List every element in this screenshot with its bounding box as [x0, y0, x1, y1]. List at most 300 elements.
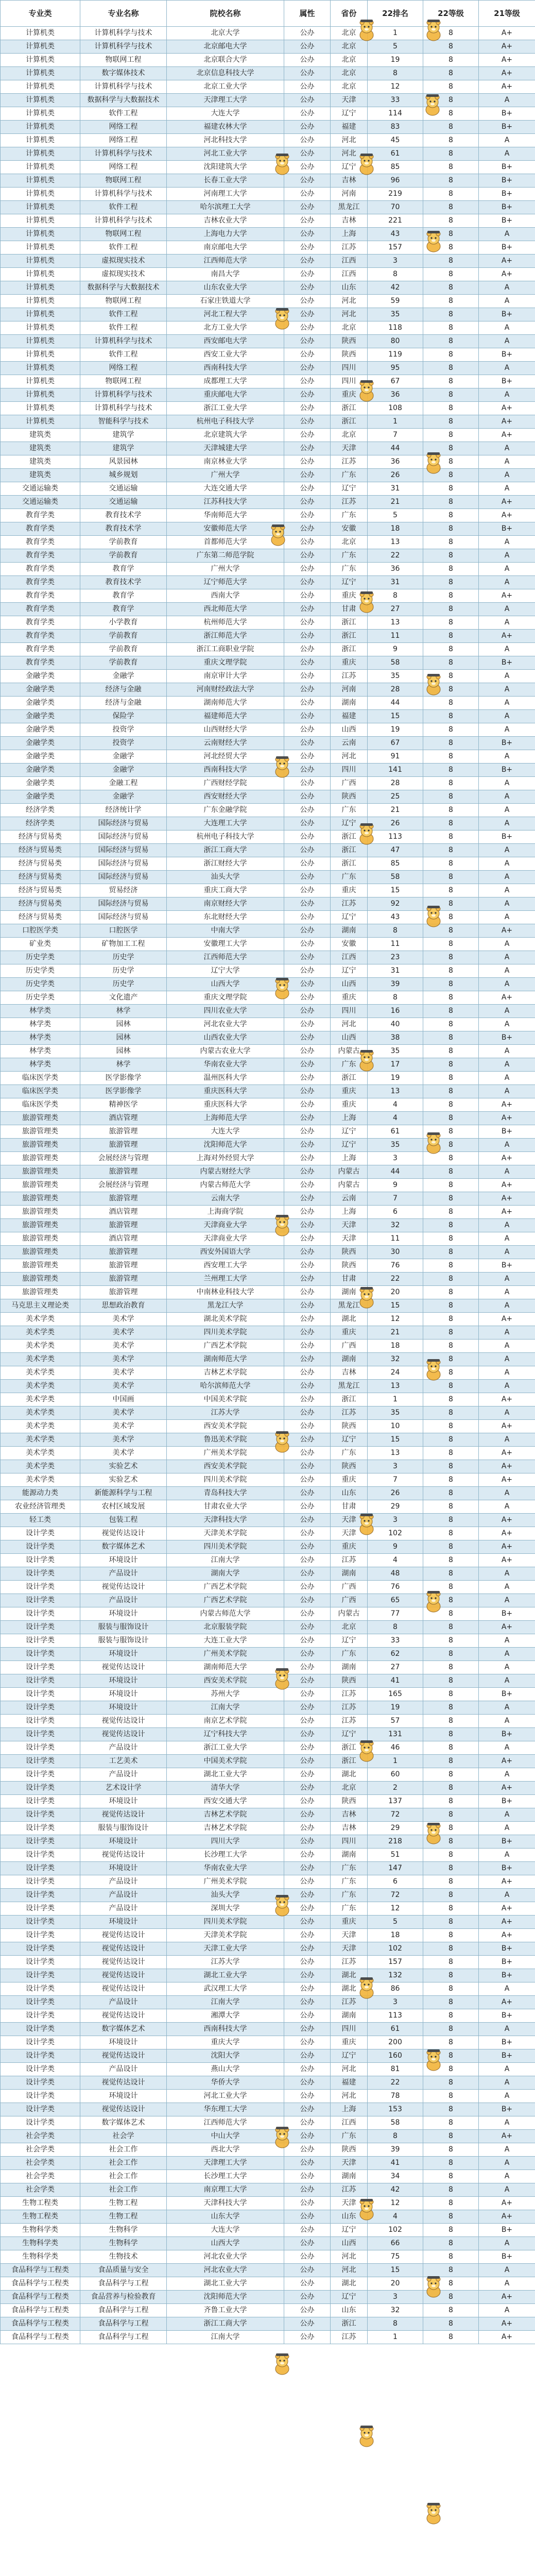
cell-attribute: 公办 [284, 1420, 331, 1433]
cell-province: 河北 [331, 2063, 368, 2076]
cell-rank-22: 8 [368, 924, 423, 938]
cell-school-name: 四川美术学院 [167, 1916, 284, 1929]
cell-major-name: 生物工程 [80, 2210, 167, 2224]
cell-major-name: 环境设计 [80, 1674, 167, 1688]
cell-rank-22: 22 [368, 1273, 423, 1286]
cell-province: 辽宁 [331, 107, 368, 121]
cell-province: 天津 [331, 1232, 368, 1246]
cell-school-name: 内蒙古财经大学 [167, 1165, 284, 1179]
table-row [1, 1380, 535, 1393]
cell-grade-22: 8 [423, 1674, 479, 1688]
cell-major-name: 环境设计 [80, 1795, 167, 1808]
cell-major-category: 经济与贸易类 [1, 831, 80, 844]
cell-grade-22: 8 [423, 161, 479, 174]
table-row [1, 375, 535, 388]
cell-grade-21: A [479, 1165, 535, 1179]
cell-major-name: 国际经济与贸易 [80, 871, 167, 884]
cell-grade-22: 8 [423, 2291, 479, 2304]
cell-major-category: 计算机类 [1, 40, 80, 54]
cell-major-name: 生物科学 [80, 2224, 167, 2237]
cell-province: 吉林 [331, 1366, 368, 1380]
table-row [1, 924, 535, 938]
cell-rank-22: 96 [368, 174, 423, 188]
cell-school-name: 湖北工业大学 [167, 2277, 284, 2291]
cell-major-category: 计算机类 [1, 121, 80, 134]
cell-grade-22: 8 [423, 281, 479, 295]
cell-province: 浙江 [331, 616, 368, 630]
cell-attribute: 公办 [284, 54, 331, 67]
cell-attribute: 公办 [284, 938, 331, 951]
cell-province: 湖北 [331, 1982, 368, 1996]
table-row [1, 549, 535, 563]
cell-school-name: 杭州电子科技大学 [167, 415, 284, 429]
cell-attribute: 公办 [284, 723, 331, 737]
cell-major-category: 金融学类 [1, 670, 80, 683]
table-row [1, 482, 535, 496]
cell-major-name: 小学教育 [80, 616, 167, 630]
table-row [1, 281, 535, 295]
cell-grade-21: A [479, 804, 535, 817]
cell-rank-22: 33 [368, 94, 423, 107]
cell-grade-21: A [479, 362, 535, 375]
cell-grade-22: 8 [423, 94, 479, 107]
cell-grade-22: 8 [423, 1782, 479, 1795]
table-row [1, 1018, 535, 1031]
cell-major-category: 计算机类 [1, 228, 80, 241]
cell-rank-22: 7 [368, 1473, 423, 1487]
cell-major-category: 设计学类 [1, 1902, 80, 1916]
cell-attribute: 公办 [284, 214, 331, 228]
cell-major-category: 旅游管理类 [1, 1286, 80, 1299]
cell-school-name: 成都理工大学 [167, 375, 284, 388]
cell-rank-22: 45 [368, 134, 423, 147]
cell-attribute: 公办 [284, 911, 331, 924]
cell-major-name: 服装与服饰设计 [80, 1634, 167, 1648]
cell-province: 江苏 [331, 455, 368, 469]
cell-school-name: 山西农业大学 [167, 1031, 284, 1045]
table-row [1, 656, 535, 670]
cell-rank-22: 36 [368, 455, 423, 469]
table-row [1, 1299, 535, 1313]
cell-major-category: 设计学类 [1, 1594, 80, 1607]
cell-grade-21: A [479, 2023, 535, 2036]
cell-province: 北京 [331, 67, 368, 80]
cell-rank-22: 12 [368, 1902, 423, 1916]
cell-rank-22: 29 [368, 1500, 423, 1514]
cell-school-name: 吉林艺术学院 [167, 1366, 284, 1380]
cell-grade-22: 8 [423, 1929, 479, 1942]
cell-province: 湖南 [331, 1353, 368, 1366]
cell-grade-22: 8 [423, 683, 479, 697]
cell-attribute: 公办 [284, 589, 331, 603]
cell-attribute: 公办 [284, 1661, 331, 1674]
cell-attribute: 公办 [284, 1152, 331, 1165]
cell-grade-21: A+ [479, 1902, 535, 1916]
cell-attribute: 公办 [284, 1433, 331, 1447]
table-row [1, 469, 535, 482]
cell-major-category: 教育学类 [1, 536, 80, 549]
cell-attribute: 公办 [284, 2103, 331, 2116]
cell-grade-22: 8 [423, 536, 479, 549]
cell-province: 辽宁 [331, 576, 368, 589]
cell-rank-22: 119 [368, 348, 423, 362]
cell-grade-22: 8 [423, 884, 479, 897]
cell-grade-21: A+ [479, 67, 535, 80]
table-row [1, 1112, 535, 1125]
table-row [1, 844, 535, 857]
cell-major-name: 软件工程 [80, 321, 167, 335]
cell-major-category: 设计学类 [1, 1674, 80, 1688]
cell-school-name: 湖南师范大学 [167, 1661, 284, 1674]
cell-major-name: 美术学 [80, 1406, 167, 1420]
cell-major-category: 美术学类 [1, 1473, 80, 1487]
cell-grade-21: A [479, 482, 535, 496]
cell-grade-21: B+ [479, 1607, 535, 1621]
cell-major-category: 设计学类 [1, 1634, 80, 1648]
cell-major-name: 社会学 [80, 2130, 167, 2143]
cell-attribute: 公办 [284, 80, 331, 94]
table-row [1, 1929, 535, 1942]
cell-school-name: 浙江工业大学 [167, 1741, 284, 1755]
cell-rank-22: 157 [368, 241, 423, 255]
cell-major-category: 计算机类 [1, 348, 80, 362]
table-row [1, 857, 535, 871]
cell-attribute: 公办 [284, 1996, 331, 2009]
cell-grade-22: 8 [423, 1648, 479, 1661]
cell-province: 重庆 [331, 1473, 368, 1487]
cell-major-name: 视觉传达设计 [80, 1728, 167, 1741]
cell-grade-21: B+ [479, 522, 535, 536]
cell-province: 江苏 [331, 2183, 368, 2197]
cell-major-name: 会展经济与管理 [80, 1179, 167, 1192]
cell-major-category: 设计学类 [1, 1607, 80, 1621]
cell-grade-22: 8 [423, 2304, 479, 2317]
cell-attribute: 公办 [284, 2197, 331, 2210]
cell-grade-22: 8 [423, 40, 479, 54]
cell-attribute: 公办 [284, 1098, 331, 1112]
cell-major-name: 软件工程 [80, 308, 167, 321]
cell-major-category: 旅游管理类 [1, 1219, 80, 1232]
table-row [1, 1567, 535, 1581]
cell-school-name: 大连大学 [167, 107, 284, 121]
cell-province: 辽宁 [331, 2291, 368, 2304]
cell-school-name: 华侨大学 [167, 2076, 284, 2090]
cell-rank-22: 113 [368, 2009, 423, 2023]
cell-grade-22: 8 [423, 1206, 479, 1219]
cell-major-name: 农村区域发展 [80, 1500, 167, 1514]
cell-grade-21: A [479, 603, 535, 616]
table-row [1, 911, 535, 924]
cell-rank-22: 29 [368, 1822, 423, 1835]
cell-province: 广东 [331, 469, 368, 482]
table-row [1, 1420, 535, 1433]
table-row [1, 1447, 535, 1460]
cell-grade-22: 8 [423, 857, 479, 871]
cell-grade-22: 8 [423, 897, 479, 911]
cell-rank-22: 16 [368, 1005, 423, 1018]
cell-attribute: 公办 [284, 1715, 331, 1728]
cell-grade-21: B+ [479, 201, 535, 214]
table-row [1, 536, 535, 549]
cell-school-name: 大连大学 [167, 2224, 284, 2237]
cell-grade-22: 8 [423, 710, 479, 723]
cell-grade-21: A+ [479, 1996, 535, 2009]
cell-province: 吉林 [331, 1822, 368, 1835]
cell-school-name: 华南农业大学 [167, 1862, 284, 1875]
cell-school-name: 华东理工大学 [167, 2103, 284, 2116]
cell-province: 广东 [331, 1058, 368, 1072]
cell-grade-22: 8 [423, 2224, 479, 2237]
cell-grade-22: 8 [423, 1942, 479, 1956]
cell-major-category: 教育学类 [1, 656, 80, 670]
cell-school-name: 汕头大学 [167, 871, 284, 884]
cell-grade-21: A [479, 2183, 535, 2197]
cell-attribute: 公办 [284, 482, 331, 496]
cell-attribute: 公办 [284, 375, 331, 388]
cell-school-name: 江西师范大学 [167, 255, 284, 268]
cell-grade-22: 8 [423, 804, 479, 817]
cell-province: 湖南 [331, 1286, 368, 1299]
cell-rank-22: 36 [368, 563, 423, 576]
table-row [1, 2023, 535, 2036]
cell-major-category: 美术学类 [1, 1406, 80, 1420]
cell-attribute: 公办 [284, 1232, 331, 1246]
cell-grade-21: A [479, 643, 535, 656]
cell-school-name: 黑龙江大学 [167, 1299, 284, 1313]
cell-province: 辽宁 [331, 2224, 368, 2237]
cell-major-name: 计算机科学与技术 [80, 214, 167, 228]
cell-grade-21: A+ [479, 2197, 535, 2210]
cell-attribute: 公办 [284, 1956, 331, 1969]
cell-major-category: 经济与贸易类 [1, 871, 80, 884]
cell-major-name: 酒店管理 [80, 1206, 167, 1219]
cell-school-name: 辽宁大学 [167, 964, 284, 978]
cell-grade-22: 8 [423, 1835, 479, 1849]
cell-major-category: 社会学类 [1, 2183, 80, 2197]
table-row [1, 1313, 535, 1326]
cell-major-name: 国际经济与贸易 [80, 857, 167, 871]
cell-school-name: 西北大学 [167, 2143, 284, 2157]
cell-attribute: 公办 [284, 1929, 331, 1942]
cell-province: 陕西 [331, 1460, 368, 1473]
table-row [1, 2009, 535, 2023]
cell-province: 辽宁 [331, 482, 368, 496]
cell-grade-21: A [479, 549, 535, 563]
cell-province: 重庆 [331, 884, 368, 897]
cell-school-name: 江苏科技大学 [167, 496, 284, 509]
cell-rank-22: 32 [368, 1219, 423, 1232]
cell-province: 内蒙古 [331, 1179, 368, 1192]
cell-major-name: 产品设计 [80, 1741, 167, 1755]
cell-province: 辽宁 [331, 1433, 368, 1447]
cell-province: 江西 [331, 268, 368, 281]
cell-grade-21: B+ [479, 2250, 535, 2264]
cell-major-name: 计算机科学与技术 [80, 388, 167, 402]
table-row [1, 335, 535, 348]
cell-major-name: 经济与金融 [80, 683, 167, 697]
cell-major-category: 金融学类 [1, 790, 80, 804]
cell-major-category: 美术学类 [1, 1420, 80, 1433]
table-row [1, 1527, 535, 1540]
cell-province: 河北 [331, 2250, 368, 2264]
cell-school-name: 上海商学院 [167, 1206, 284, 1219]
cell-province: 河北 [331, 2264, 368, 2277]
cell-grade-21: A+ [479, 1755, 535, 1768]
cell-grade-21: A [479, 777, 535, 790]
cell-province: 江苏 [331, 1406, 368, 1420]
cell-grade-21: B+ [479, 656, 535, 670]
cell-major-category: 设计学类 [1, 1969, 80, 1982]
cell-rank-22: 75 [368, 2250, 423, 2264]
cell-major-name: 网络工程 [80, 134, 167, 147]
cell-rank-22: 31 [368, 482, 423, 496]
cell-grade-21: A [479, 281, 535, 295]
cell-grade-22: 8 [423, 1112, 479, 1125]
cell-school-name: 北京大学 [167, 27, 284, 40]
cell-major-category: 计算机类 [1, 134, 80, 147]
cell-grade-22: 8 [423, 1473, 479, 1487]
table-row [1, 1393, 535, 1406]
cell-rank-22: 47 [368, 844, 423, 857]
cell-province: 河南 [331, 188, 368, 201]
cell-province: 河北 [331, 295, 368, 308]
cell-grade-21: A [479, 2063, 535, 2076]
cell-attribute: 公办 [284, 522, 331, 536]
table-row [1, 147, 535, 161]
table-row [1, 1165, 535, 1179]
table-row [1, 134, 535, 147]
cell-province: 陕西 [331, 1674, 368, 1688]
cell-attribute: 公办 [284, 697, 331, 710]
cell-attribute: 公办 [284, 1701, 331, 1715]
cell-attribute: 公办 [284, 1902, 331, 1916]
cell-attribute: 公办 [284, 2183, 331, 2197]
cell-grade-21: A [479, 1581, 535, 1594]
cell-major-name: 林学 [80, 1005, 167, 1018]
cell-grade-21: A [479, 2277, 535, 2291]
cell-grade-21: A+ [479, 402, 535, 415]
cell-attribute: 公办 [284, 1219, 331, 1232]
cell-major-name: 物联网工程 [80, 228, 167, 241]
cell-attribute: 公办 [284, 1460, 331, 1473]
cell-major-category: 旅游管理类 [1, 1112, 80, 1125]
cell-school-name: 天津工业大学 [167, 1942, 284, 1956]
table-row [1, 1728, 535, 1741]
cell-grade-21: A [479, 683, 535, 697]
cell-grade-22: 8 [423, 2023, 479, 2036]
table-row [1, 1232, 535, 1246]
cell-grade-21: B+ [479, 1835, 535, 1849]
cell-province: 四川 [331, 1005, 368, 1018]
cell-school-name: 山西大学 [167, 978, 284, 991]
cell-rank-22: 5 [368, 509, 423, 522]
cell-rank-22: 13 [368, 1380, 423, 1393]
cell-province: 江苏 [331, 670, 368, 683]
cell-grade-22: 8 [423, 1219, 479, 1232]
cell-major-category: 历史学类 [1, 964, 80, 978]
cell-rank-22: 18 [368, 1340, 423, 1353]
cell-major-category: 金融学类 [1, 750, 80, 764]
cell-rank-22: 1 [368, 2331, 423, 2344]
cell-school-name: 重庆工商大学 [167, 884, 284, 897]
cell-grade-21: A [479, 670, 535, 683]
cell-grade-21: B+ [479, 1125, 535, 1139]
cell-attribute: 公办 [284, 1406, 331, 1420]
cell-school-name: 中国美术学院 [167, 1755, 284, 1768]
cell-rank-22: 43 [368, 911, 423, 924]
table-row [1, 1460, 535, 1473]
cell-grade-21: A+ [479, 2317, 535, 2331]
cell-major-category: 建筑类 [1, 429, 80, 442]
table-row [1, 415, 535, 429]
cell-grade-22: 8 [423, 1447, 479, 1460]
cell-school-name: 杭州师范大学 [167, 616, 284, 630]
cell-school-name: 广州美术学院 [167, 1648, 284, 1661]
table-row [1, 1956, 535, 1969]
cell-grade-22: 8 [423, 1353, 479, 1366]
cell-grade-22: 8 [423, 442, 479, 455]
cell-school-name: 浙江工商职业学院 [167, 643, 284, 656]
table-row [1, 1674, 535, 1688]
cell-major-name: 视觉传达设计 [80, 2076, 167, 2090]
table-row [1, 2063, 535, 2076]
cell-rank-22: 7 [368, 429, 423, 442]
cell-grade-22: 8 [423, 67, 479, 80]
cell-attribute: 公办 [284, 1206, 331, 1219]
cell-major-name: 旅游管理 [80, 1139, 167, 1152]
cell-school-name: 浙江工业大学 [167, 402, 284, 415]
table-row [1, 576, 535, 589]
cell-rank-22: 21 [368, 496, 423, 509]
cell-rank-22: 11 [368, 938, 423, 951]
cell-grade-22: 8 [423, 496, 479, 509]
cell-major-category: 经济与贸易类 [1, 857, 80, 871]
cell-rank-22: 1 [368, 1755, 423, 1768]
cell-rank-22: 42 [368, 2183, 423, 2197]
cell-school-name: 汕头大学 [167, 1889, 284, 1902]
cell-grade-21: A [479, 295, 535, 308]
cell-major-name: 物联网工程 [80, 295, 167, 308]
cell-major-name: 美术学 [80, 1366, 167, 1380]
cell-rank-22: 13 [368, 1447, 423, 1460]
cell-rank-22: 44 [368, 442, 423, 455]
cell-grade-21: A [479, 2090, 535, 2103]
cell-grade-22: 8 [423, 603, 479, 616]
cell-major-name: 风景园林 [80, 455, 167, 469]
cell-rank-22: 80 [368, 335, 423, 348]
cell-grade-21: B+ [479, 1031, 535, 1045]
cell-grade-22: 8 [423, 214, 479, 228]
cell-attribute: 公办 [284, 429, 331, 442]
cell-major-name: 网络工程 [80, 362, 167, 375]
cell-school-name: 南昌大学 [167, 268, 284, 281]
cell-attribute: 公办 [284, 67, 331, 80]
table-row [1, 2103, 535, 2116]
cell-major-category: 计算机类 [1, 188, 80, 201]
cell-major-name: 数字媒体艺术 [80, 1540, 167, 1554]
table-row [1, 2210, 535, 2224]
cell-major-name: 美术学 [80, 1447, 167, 1460]
cell-school-name: 山西大学 [167, 2237, 284, 2250]
cell-grade-22: 8 [423, 750, 479, 764]
cell-major-category: 能源动力类 [1, 1487, 80, 1500]
cell-province: 山西 [331, 1031, 368, 1045]
cell-grade-22: 8 [423, 362, 479, 375]
cell-attribute: 公办 [284, 790, 331, 804]
cell-grade-22: 8 [423, 1179, 479, 1192]
cell-major-category: 食品科学与工程类 [1, 2331, 80, 2344]
cell-major-name: 实验艺术 [80, 1460, 167, 1473]
